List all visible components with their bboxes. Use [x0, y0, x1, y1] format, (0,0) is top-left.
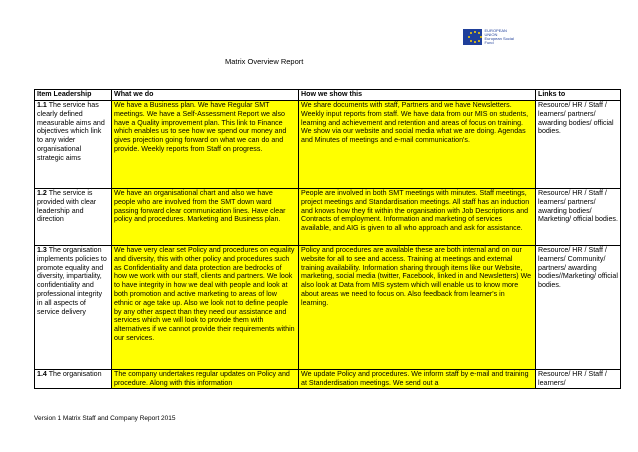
item-cell: [35, 246, 112, 370]
item-cell: [35, 189, 112, 246]
how-cell: People are involved in both SMT meetings with minutes. Staff meetings, project meetings and Standardisation meetings. All staff has an induction and knows how they fit within the organisation with Job Descriptions and Contracts of employment. Information and marketing of services available, and AIG is given to all who approach and ask for assistance.: [299, 189, 536, 246]
what-cell: We have a Business plan. We have Regular SMT meetings. We have a Self-Assessment Report we also have a Quality improvement plan. This link to Finance which enables us to see how we spend our money and gives projection going forward on what we can do and provide. Weekly reports from Staff on progress.: [112, 101, 299, 189]
item-id: 1.2: [37, 189, 47, 197]
what-cell: We have an organisational chart and also we have people who are involved from the SMT down ward passing forward clear communication lines. Have clear policy and procedures. Marketing and Business plan.: [112, 189, 299, 246]
header-how-we-show: How we show this: [299, 90, 536, 101]
eu-logo-text: [485, 29, 516, 45]
table-row: [35, 189, 621, 246]
header-what-we-do: What we do: [112, 90, 299, 101]
how-cell: Policy and procedures are available these are both internal and on our website for all to see and access. Training at meetings and external training availability. Information sharing through items like our Website, marketing, social media (twitter, Facebook, linked in and Newsletters) We also look at Data from MIS system which will enable us to know more about areas we need to focus on. Also feedback from learner's in learning.: [299, 246, 536, 370]
item-id: 1.4: [37, 370, 47, 378]
table-header-row: [35, 90, 621, 101]
what-cell: We have very clear set Policy and procedures on equality and diversity, this with other policy and procedures such as Confidentiality and data protection are bedrocks of how we work with our staff, clients and partners. We look to have integrity in how we deal with people and look at both promotion and active marketing to areas of low ethnic or age take up. Also we look not to define people by any other aspect than they need our assistance and services which we will look to provide them with alternatives if we cannot provide their requirements within our services.: [112, 246, 299, 370]
page-title: Matrix Overview Report: [225, 57, 304, 66]
links-cell: Resource/ HR / Staff / learners/ Community/ partners/ awarding bodies//Marketing/ official bodies.: [536, 246, 621, 370]
matrix-table: [34, 89, 621, 389]
links-cell: Resource/ HR / Staff / learners/: [536, 370, 621, 389]
how-cell: We share documents with staff, Partners and we have Newsletters. Weekly input reports from staff. We have data from our MIS on students, learning and achievement and retention and areas of focus on training. We show via our website and social media what we are doing. Agendas and Minutes of meetings and e-mail communication's.: [299, 101, 536, 189]
eu-logo-line: EUROPEAN UNION: [484, 28, 507, 37]
item-cell: [35, 101, 112, 189]
eu-flag-icon: [463, 29, 482, 45]
item-id: 1.3: [37, 246, 47, 254]
eu-logo: [463, 29, 515, 51]
item-cell: [35, 370, 112, 389]
header-links-to: Links to: [536, 90, 621, 101]
item-text: The organisation: [46, 370, 102, 378]
item-text: The organisation implements policies to promote equality and diversity, impartiality, confidentiality and professional integrity in all aspects of service delivery: [37, 246, 107, 316]
footer-version: Version 1 Matrix Staff and Company Report 2015: [34, 415, 176, 422]
item-text: The service has clearly defined measurable aims and objectives which link to any wider organisational strategic aims: [37, 101, 105, 162]
item-id: 1.1: [37, 101, 47, 109]
table-row: [35, 101, 621, 189]
how-cell: We update Policy and procedures. We inform staff by e-mail and training at Standerdisation meetings. We send out a: [299, 370, 536, 389]
header-item-leadership: Item Leadership: [35, 90, 112, 101]
eu-logo-line: European Social Fund: [484, 36, 514, 45]
what-cell: The company undertakes regular updates on Policy and procedure. Along with this information: [112, 370, 299, 389]
table-row: [35, 246, 621, 370]
links-cell: Resource/ HR / Staff / learners/ partners/ awarding bodies/ Marketing/ official bodies.: [536, 189, 621, 246]
item-text: The service is provided with clear leadership and direction: [37, 189, 97, 224]
table-row: [35, 370, 621, 389]
links-cell: Resource/ HR / Staff / learners/ partners/ awarding bodies/ official bodies.: [536, 101, 621, 189]
